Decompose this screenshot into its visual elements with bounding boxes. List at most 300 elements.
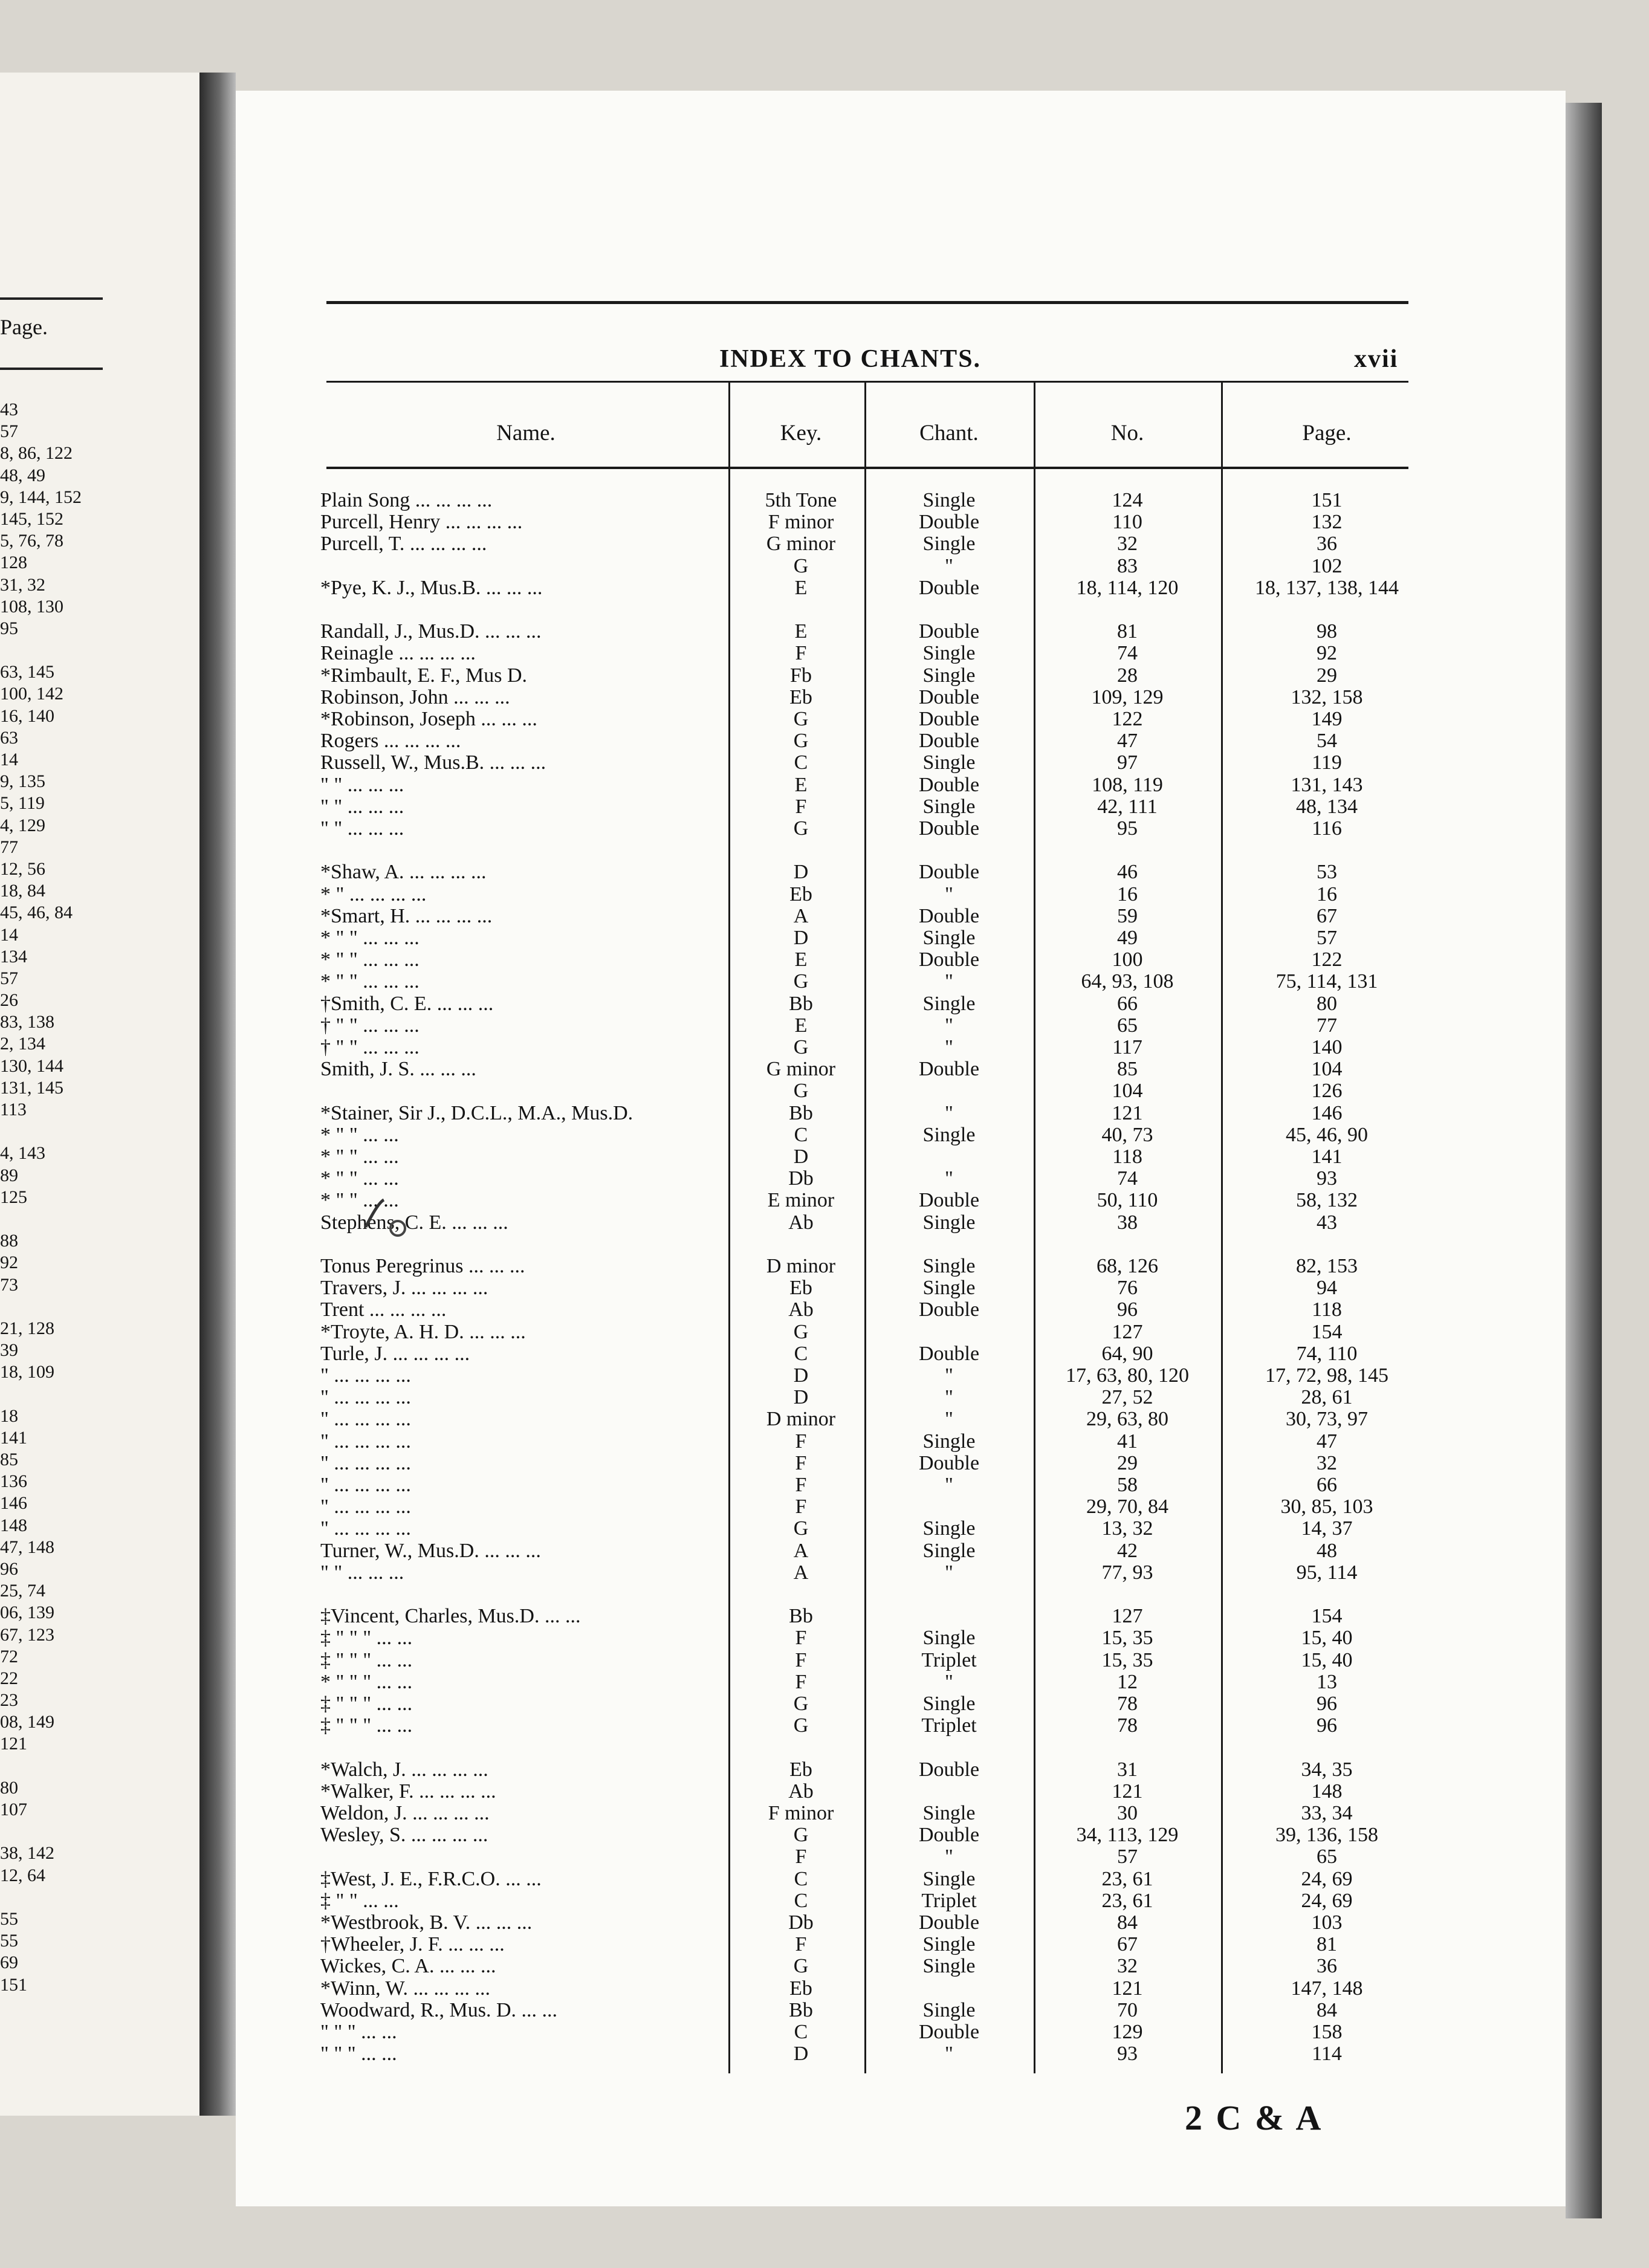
- entry-page: 30, 73, 97: [1286, 1408, 1368, 1431]
- entry-page: 28, 61: [1301, 1386, 1353, 1409]
- entry-key: F: [795, 1933, 807, 1956]
- entry-page: 103: [1311, 1911, 1343, 1934]
- entry-chant: Double: [918, 1298, 980, 1321]
- entry-chant: Double: [918, 730, 980, 753]
- left-page-number: 26: [0, 990, 18, 1011]
- entry-name: " ... ... ... ...: [320, 1495, 411, 1518]
- entry-chant: Double: [918, 817, 980, 840]
- entry-number: 59: [1117, 904, 1138, 927]
- entry-name: Woodward, R., Mus. D. ... ...: [320, 1998, 558, 2021]
- left-page-number: 57: [0, 421, 18, 442]
- entry-page: 98: [1317, 620, 1337, 643]
- entry-key: Ab: [788, 1298, 814, 1321]
- entry-number: 34, 113, 129: [1076, 1824, 1179, 1847]
- table-row: [236, 1190, 1566, 1211]
- entry-page: 96: [1317, 1693, 1337, 1715]
- entry-page: 15, 40: [1301, 1627, 1353, 1650]
- entry-number: 108, 119: [1092, 773, 1163, 796]
- entry-chant: ": [945, 554, 953, 577]
- entry-number: 65: [1117, 1014, 1138, 1037]
- entry-page: 141: [1311, 1145, 1343, 1168]
- entry-chant: Single: [922, 992, 976, 1015]
- entry-chant: Single: [922, 795, 976, 818]
- entry-key: A: [793, 1539, 809, 1562]
- table-row: [236, 1759, 1566, 1781]
- entry-key: C: [794, 1342, 808, 1365]
- entry-number: 81: [1117, 620, 1138, 643]
- table-row: [236, 1781, 1566, 1803]
- printer-signature: 2 C & A: [1185, 2098, 1324, 2137]
- entry-key: G: [793, 1824, 809, 1847]
- left-page-number: 108, 130: [0, 596, 63, 617]
- entry-page: 17, 72, 98, 145: [1265, 1364, 1388, 1387]
- left-page-number: 18, 109: [0, 1362, 54, 1382]
- left-page-number: [0, 1208, 85, 1230]
- entry-number: 118: [1112, 1145, 1142, 1168]
- left-page-number: 113: [0, 1100, 27, 1119]
- entry-page: 148: [1311, 1780, 1343, 1803]
- entry-name: " ... ... ... ...: [320, 1408, 411, 1431]
- entry-number: 38: [1117, 1211, 1138, 1234]
- left-page-rule: [0, 368, 103, 370]
- entry-name: ‡ " " " ... ...: [320, 1693, 413, 1715]
- entry-number: 40, 73: [1101, 1123, 1153, 1146]
- entry-chant: Single: [922, 751, 976, 774]
- table-row: [236, 2021, 1566, 2043]
- entry-page: 18, 137, 138, 144: [1255, 576, 1399, 599]
- header-rule-top: [326, 381, 1408, 383]
- entry-name: *Westbrook, B. V. ... ... ...: [320, 1911, 533, 1934]
- left-page-number: 107: [0, 1800, 27, 1819]
- entry-page: 24, 69: [1301, 1889, 1353, 1912]
- entry-name: Turle, J. ... ... ... ...: [320, 1342, 470, 1365]
- entry-chant: ": [945, 2043, 953, 2066]
- entry-number: 78: [1117, 1714, 1138, 1737]
- left-page-number: 18: [0, 1405, 18, 1426]
- left-page-number: 18, 84: [0, 881, 45, 901]
- entry-chant: Triplet: [921, 1714, 977, 1737]
- left-page-number: 148: [0, 1515, 27, 1535]
- entry-name: " " " ... ...: [320, 2021, 397, 2043]
- entry-chant: ": [945, 1845, 953, 1868]
- entry-chant: Single: [922, 642, 976, 665]
- table-row: [236, 906, 1566, 927]
- left-page-number: 12, 64: [0, 1865, 45, 1885]
- entry-key: Fb: [790, 664, 812, 687]
- entry-chant: Double: [918, 685, 980, 708]
- entry-key: F minor: [768, 511, 834, 534]
- entry-key: Eb: [789, 1277, 812, 1300]
- left-page-number: 39: [0, 1340, 18, 1361]
- entry-name: ‡ " " ... ...: [320, 1889, 399, 1912]
- table-row: [236, 1299, 1566, 1321]
- left-page-number: 131, 145: [0, 1077, 63, 1098]
- table-row: [236, 1605, 1566, 1627]
- left-page-number: 22: [0, 1668, 18, 1688]
- entry-chant: ": [945, 1167, 953, 1190]
- table-row: [236, 1234, 1566, 1256]
- entry-key: F minor: [768, 1802, 834, 1824]
- entry-name: Trent ... ... ... ...: [320, 1298, 447, 1321]
- entry-number: 42: [1117, 1539, 1138, 1562]
- entry-page: 13: [1317, 1670, 1337, 1693]
- entry-key: Db: [788, 1167, 814, 1190]
- entry-chant: ": [945, 1386, 953, 1409]
- entry-name: Travers, J. ... ... ... ...: [320, 1277, 488, 1300]
- entry-page: 16: [1317, 883, 1337, 906]
- entry-key: G: [793, 730, 809, 753]
- entry-chant: Double: [918, 1758, 980, 1781]
- entry-name: Russell, W., Mus.B. ... ... ...: [320, 751, 546, 774]
- entry-chant: Single: [922, 927, 976, 949]
- entry-key: Bb: [789, 992, 813, 1015]
- entry-key: Eb: [789, 685, 812, 708]
- entry-key: D: [793, 927, 809, 949]
- entry-key: E: [794, 1014, 808, 1037]
- table-row: [236, 1168, 1566, 1190]
- table-row: [236, 556, 1566, 577]
- entry-page: 36: [1317, 533, 1337, 556]
- entry-name: Randall, J., Mus.D. ... ... ...: [320, 620, 542, 643]
- entry-chant: Single: [922, 664, 976, 687]
- entry-chant: Single: [922, 1430, 976, 1453]
- entry-chant: Single: [922, 1802, 976, 1824]
- entry-key: Bb: [789, 1605, 813, 1628]
- entry-chant: Double: [918, 773, 980, 796]
- entry-number: 127: [1112, 1605, 1143, 1628]
- left-page-number: 151: [0, 1974, 27, 1995]
- entry-chant: Single: [922, 489, 976, 511]
- entry-number: 18, 114, 120: [1076, 576, 1179, 599]
- right-page: [236, 91, 1566, 2206]
- entry-chant: ": [945, 883, 953, 906]
- entry-chant: Triplet: [921, 1889, 977, 1912]
- table-row: [236, 796, 1566, 818]
- entry-chant: Double: [918, 1911, 980, 1934]
- entry-number: 16: [1117, 883, 1138, 906]
- entry-page: 80: [1317, 992, 1337, 1015]
- entry-chant: Double: [918, 576, 980, 599]
- entry-chant: ": [945, 1364, 953, 1387]
- entry-number: 23, 61: [1101, 1867, 1153, 1890]
- entry-number: 96: [1117, 1298, 1138, 1321]
- left-page-number: 9, 144, 152: [0, 487, 82, 507]
- entry-key: G: [793, 970, 809, 993]
- entry-chant: Single: [922, 1955, 976, 1978]
- entry-number: 15, 35: [1101, 1648, 1153, 1671]
- entry-name: Rogers ... ... ... ...: [320, 730, 461, 753]
- entry-key: G: [793, 1955, 809, 1978]
- table-row: [236, 687, 1566, 708]
- left-page-number: 2, 134: [0, 1034, 45, 1054]
- entry-number: 64, 93, 108: [1081, 970, 1174, 993]
- entry-key: Db: [788, 1911, 814, 1934]
- entry-key: G: [793, 1517, 809, 1540]
- entry-chant: Single: [922, 1998, 976, 2021]
- left-page-number: 141: [0, 1427, 27, 1448]
- left-page-number: [0, 1887, 85, 1908]
- entry-chant: ": [945, 1036, 953, 1058]
- left-page-number: 88: [0, 1231, 18, 1251]
- entry-number: 84: [1117, 1911, 1138, 1934]
- left-page-edge: [0, 73, 199, 2116]
- entry-number: 110: [1112, 511, 1142, 534]
- table-row: [236, 1846, 1566, 1868]
- entry-key: Eb: [789, 1758, 812, 1781]
- entry-page: 54: [1317, 730, 1337, 753]
- pencil-mark-icon: [363, 1197, 411, 1239]
- table-row: [236, 1715, 1566, 1737]
- entry-key: G minor: [766, 533, 836, 556]
- entry-chant: Single: [922, 1933, 976, 1956]
- entry-number: 64, 90: [1101, 1342, 1153, 1365]
- entry-name: Purcell, Henry ... ... ... ...: [320, 511, 523, 534]
- entry-page: 92: [1317, 642, 1337, 665]
- entry-page: 149: [1311, 708, 1343, 730]
- left-page-number: 8, 86, 122: [0, 443, 73, 464]
- table-row: [236, 1671, 1566, 1693]
- table-row: [236, 818, 1566, 840]
- entry-page: 14, 37: [1301, 1517, 1353, 1540]
- entry-name: *Troyte, A. H. D. ... ... ...: [320, 1320, 526, 1343]
- left-page-number: 125: [0, 1187, 27, 1207]
- entry-number: 15, 35: [1101, 1627, 1153, 1650]
- entry-number: 127: [1112, 1320, 1143, 1343]
- entry-name: † " " ... ... ...: [320, 1014, 420, 1037]
- entry-name: * " " ... ... ...: [320, 948, 420, 971]
- entry-page: 43: [1317, 1211, 1337, 1234]
- page-edge-shadow: [1566, 103, 1602, 2218]
- entry-page: 132, 158: [1291, 685, 1363, 708]
- table-row: [236, 927, 1566, 949]
- entry-name: *Robinson, Joseph ... ... ...: [320, 708, 537, 730]
- entry-name: " " ... ... ...: [320, 795, 404, 818]
- entry-chant: Single: [922, 1627, 976, 1650]
- left-page-number: 45, 46, 84: [0, 902, 73, 923]
- entry-page: 154: [1311, 1320, 1343, 1343]
- left-page-number: 14: [0, 750, 18, 770]
- left-page-number: 38, 142: [0, 1843, 54, 1864]
- table-row: [236, 599, 1566, 621]
- table-row: [236, 643, 1566, 664]
- entry-page: 15, 40: [1301, 1648, 1353, 1671]
- entry-name: Plain Song ... ... ... ...: [320, 489, 493, 511]
- left-page-number: 100, 142: [0, 684, 63, 704]
- entry-number: 13, 32: [1101, 1517, 1153, 1540]
- entry-number: 122: [1112, 708, 1143, 730]
- entry-page: 82, 153: [1296, 1255, 1358, 1277]
- left-page-number: 21, 128: [0, 1318, 54, 1338]
- entry-name: Wesley, S. ... ... ... ...: [320, 1824, 488, 1847]
- left-page-number: 73: [0, 1274, 18, 1295]
- left-page-number: 57: [0, 968, 18, 988]
- left-page-number: 48, 49: [0, 465, 45, 485]
- entry-number: 97: [1117, 751, 1138, 774]
- entry-name: †Wheeler, J. F. ... ... ...: [320, 1933, 505, 1956]
- left-page-number: 121: [0, 1734, 27, 1754]
- entry-name: * " ... ... ... ...: [320, 883, 427, 906]
- table-row: [236, 840, 1566, 861]
- left-page-number: 4, 143: [0, 1143, 45, 1164]
- entry-chant: ": [945, 1101, 953, 1124]
- table-row: [236, 884, 1566, 906]
- column-header-key: Key.: [780, 421, 822, 446]
- left-page-number: 16, 140: [0, 705, 54, 726]
- entry-page: 140: [1311, 1036, 1343, 1058]
- table-row: [236, 1584, 1566, 1605]
- entry-page: 93: [1317, 1167, 1337, 1190]
- table-row: [236, 1868, 1566, 1890]
- left-page-number: 77: [0, 837, 18, 857]
- entry-name: ‡ " " " ... ...: [320, 1714, 413, 1737]
- entry-name: * " " ... ...: [320, 1189, 399, 1212]
- running-head: INDEX TO CHANTS.: [719, 345, 982, 373]
- entry-page: 146: [1311, 1101, 1343, 1124]
- entry-number: 117: [1112, 1036, 1142, 1058]
- table-row: [236, 1518, 1566, 1540]
- left-page-number: 89: [0, 1165, 18, 1185]
- left-page-number: 25, 74: [0, 1581, 45, 1601]
- table-row: [236, 1343, 1566, 1365]
- table-row: [236, 1737, 1566, 1758]
- entry-key: G minor: [766, 1058, 836, 1081]
- entry-number: 27, 52: [1101, 1386, 1153, 1409]
- entry-name: Reinagle ... ... ... ...: [320, 642, 476, 665]
- entry-number: 109, 129: [1091, 685, 1164, 708]
- entry-name: Weldon, J. ... ... ... ...: [320, 1802, 490, 1824]
- table-row: [236, 1124, 1566, 1146]
- entry-name: * " " " ... ...: [320, 1670, 413, 1693]
- table-row: [236, 1912, 1566, 1934]
- entry-chant: ": [945, 1014, 953, 1037]
- table-row: [236, 1387, 1566, 1408]
- entry-key: C: [794, 1123, 808, 1146]
- entry-key: C: [794, 1889, 808, 1912]
- table-row: [236, 1037, 1566, 1058]
- entry-chant: Double: [918, 1342, 980, 1365]
- entry-page: 119: [1312, 751, 1342, 774]
- entry-key: Ab: [788, 1211, 814, 1234]
- entry-chant: Double: [918, 1451, 980, 1474]
- entry-number: 70: [1117, 1998, 1138, 2021]
- entry-key: E: [794, 576, 808, 599]
- entry-page: 58, 132: [1296, 1189, 1358, 1212]
- entry-chant: Single: [922, 1255, 976, 1277]
- entry-key: G: [793, 708, 809, 730]
- column-header-name: Name.: [496, 421, 556, 446]
- table-row: [236, 1015, 1566, 1037]
- entry-name: Stephens, C. E. ... ... ...: [320, 1211, 508, 1234]
- entry-page: 67: [1317, 904, 1337, 927]
- top-rule: [326, 301, 1408, 304]
- entry-number: 83: [1117, 554, 1138, 577]
- table-row: [236, 1934, 1566, 1955]
- entry-name: * " " ... ... ...: [320, 927, 420, 949]
- entry-number: 32: [1117, 1955, 1138, 1978]
- table-row: [236, 1693, 1566, 1715]
- entry-number: 28: [1117, 664, 1138, 687]
- entry-name: ‡Vincent, Charles, Mus.D. ... ...: [320, 1605, 581, 1628]
- entry-key: C: [794, 2021, 808, 2043]
- entry-number: 29, 63, 80: [1086, 1408, 1168, 1431]
- left-page-number: 43: [0, 400, 18, 420]
- entry-page: 53: [1317, 861, 1337, 884]
- left-page-number: 12, 56: [0, 858, 45, 879]
- entry-page: 74, 110: [1296, 1342, 1358, 1365]
- entry-number: 29: [1117, 1451, 1138, 1474]
- entry-key: Ab: [788, 1780, 814, 1803]
- table-row: [236, 665, 1566, 687]
- table-row: [236, 1824, 1566, 1846]
- entry-key: F: [795, 1451, 807, 1474]
- entry-name: *Walker, F. ... ... ... ...: [320, 1780, 496, 1803]
- entry-key: D minor: [766, 1255, 836, 1277]
- entry-page: 36: [1317, 1955, 1337, 1978]
- book-gutter: [199, 73, 236, 2116]
- entry-page: 81: [1317, 1933, 1337, 1956]
- entry-chant: Single: [922, 533, 976, 556]
- left-page-number: 72: [0, 1646, 18, 1667]
- entry-page: 114: [1312, 2043, 1342, 2066]
- entry-page: 45, 46, 90: [1286, 1123, 1368, 1146]
- column-header-no: No.: [1110, 421, 1144, 446]
- entry-key: Eb: [789, 883, 812, 906]
- entry-number: 100: [1112, 948, 1143, 971]
- entry-chant: Double: [918, 1189, 980, 1212]
- entry-name: *Shaw, A. ... ... ... ...: [320, 861, 487, 884]
- entry-number: 95: [1117, 817, 1138, 840]
- entry-number: 41: [1117, 1430, 1138, 1453]
- table-row: [236, 1453, 1566, 1474]
- entry-chant: Single: [922, 1867, 976, 1890]
- entry-key: Bb: [789, 1998, 813, 2021]
- left-page-number: [0, 1821, 85, 1842]
- left-page-number: [0, 1296, 85, 1318]
- entry-key: E: [794, 620, 808, 643]
- entry-key: E: [794, 948, 808, 971]
- entry-number: 68, 126: [1097, 1255, 1158, 1277]
- entry-chant: Single: [922, 1539, 976, 1562]
- entry-chant: Double: [918, 948, 980, 971]
- table-row: [236, 1103, 1566, 1124]
- table-row: [236, 1474, 1566, 1496]
- entry-name: *Pye, K. J., Mus.B. ... ... ...: [320, 576, 543, 599]
- left-page-numbers: [0, 399, 85, 1996]
- entry-number: 74: [1117, 642, 1138, 665]
- table-row: [236, 1803, 1566, 1824]
- table-row: [236, 1256, 1566, 1277]
- entry-key: G: [793, 1080, 809, 1103]
- entry-page: 33, 34: [1301, 1802, 1353, 1824]
- table-row: [236, 511, 1566, 533]
- entry-name: Purcell, T. ... ... ... ...: [320, 533, 487, 556]
- left-page-number: 47, 148: [0, 1537, 54, 1557]
- left-page-rule: [0, 297, 103, 300]
- entry-number: 23, 61: [1101, 1889, 1153, 1912]
- entry-page: 24, 69: [1301, 1867, 1353, 1890]
- entry-page: 147, 148: [1291, 1977, 1363, 2000]
- entry-page: 65: [1317, 1845, 1337, 1868]
- entry-name: " ... ... ... ...: [320, 1430, 411, 1453]
- entry-chant: Double: [918, 2021, 980, 2043]
- entry-number: 58: [1117, 1474, 1138, 1496]
- left-page-number: [0, 1383, 85, 1405]
- left-page-number: 85: [0, 1450, 18, 1469]
- entry-chant: Single: [922, 1693, 976, 1715]
- entry-key: D: [793, 1145, 809, 1168]
- entry-name: Smith, J. S. ... ... ...: [320, 1058, 476, 1081]
- entry-chant: Single: [922, 1277, 976, 1300]
